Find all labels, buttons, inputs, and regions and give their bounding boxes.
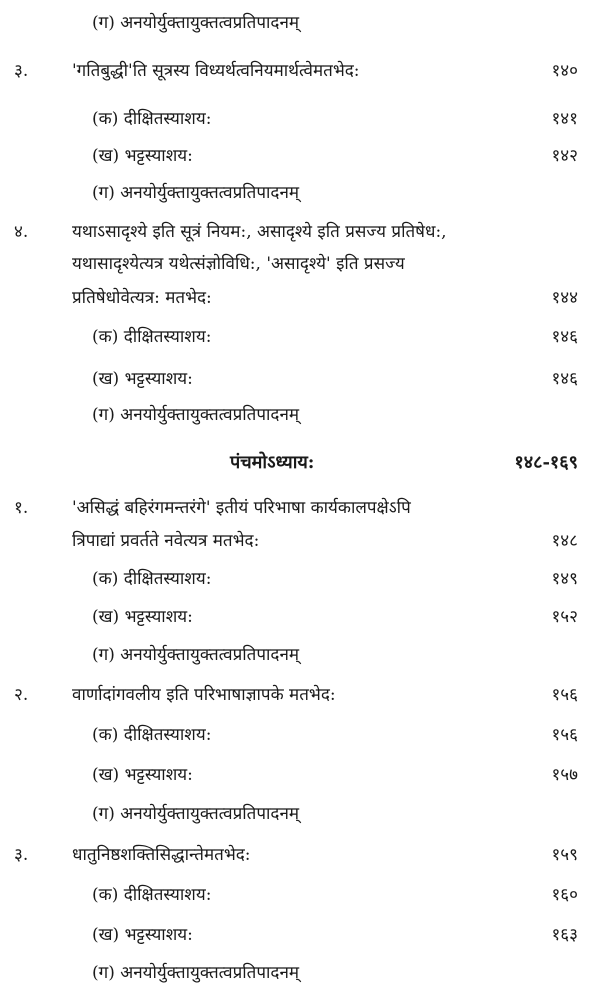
entry-text: यथासादृश्येत्यत्र यथेत्संज्ञोविधि:, 'असादृश्ये' इति प्रसज्य xyxy=(72,254,405,274)
entry-page: १५९ xyxy=(551,845,578,865)
entry-text: (क) दीक्षितस्याशय: xyxy=(92,327,212,347)
entry-text: त्रिपाद्यां प्रवर्तते नवेत्यत्र मतभेद: xyxy=(72,531,260,551)
entry-page: १४२ xyxy=(551,146,578,166)
entry-page: १४१ xyxy=(551,109,578,129)
entry-number: ३. xyxy=(14,61,29,81)
entry-text: (क) दीक्षितस्याशय: xyxy=(92,885,212,905)
entry-page: १४९ xyxy=(551,569,578,589)
entry-page: १६० xyxy=(551,885,578,905)
entry-text: (क) दीक्षितस्याशय: xyxy=(92,725,212,745)
entry-text: (ग) अनयोर्युक्तायुक्तत्वप्रतिपादनम् xyxy=(92,804,300,824)
entry-number: २. xyxy=(14,685,29,705)
entry-page: १५७ xyxy=(551,765,578,785)
entry-number: ३. xyxy=(14,845,29,865)
entry-text: 'गतिबुद्धी'ति सूत्रस्य विध्यर्थत्वनियमार्थत्वेमतभेद: xyxy=(72,61,360,81)
entry-page: १४० xyxy=(551,61,578,81)
entry-text: (ख) भट्टस्याशय: xyxy=(92,146,193,166)
entry-text: प्रतिषेधोवेत्यत्र: मतभेद: xyxy=(72,288,212,308)
entry-text: (ख) भट्टस्याशय: xyxy=(92,369,193,389)
entry-page: १४६ xyxy=(551,327,578,347)
entry-text: (ख) भट्टस्याशय: xyxy=(92,607,193,627)
entry-text: (ग) अनयोर्युक्तायुक्तत्वप्रतिपादनम् xyxy=(92,13,300,33)
entry-text: (ख) भट्टस्याशय: xyxy=(92,925,193,945)
entry-page: १५६ xyxy=(551,725,578,745)
entry-text: (क) दीक्षितस्याशय: xyxy=(92,569,212,589)
entry-text: (ग) अनयोर्युक्तायुक्तत्वप्रतिपादनम् xyxy=(92,405,300,425)
entry-page: १५२ xyxy=(551,607,578,627)
entry-text: (ग) अनयोर्युक्तायुक्तत्वप्रतिपादनम् xyxy=(92,183,300,203)
entry-text: (ख) भट्टस्याशय: xyxy=(92,765,193,785)
entry-number: १. xyxy=(14,498,29,518)
entry-page: १४४ xyxy=(551,288,578,308)
chapter-page-range: १४८-१६९ xyxy=(514,452,578,473)
entry-text: धातुनिष्ठशक्तिसिद्धान्तेमतभेद: xyxy=(72,845,251,865)
entry-page: १४८ xyxy=(551,531,578,551)
entry-text: यथाऽसादृश्ये इति सूत्रं नियम:, असादृश्ये इति प्रसज्य प्रतिषेध:, xyxy=(72,222,447,242)
entry-number: ४. xyxy=(14,222,29,242)
entry-text: (क) दीक्षितस्याशय: xyxy=(92,109,212,129)
entry-text: वार्णादांगवलीय इति परिभाषाज्ञापके मतभेद: xyxy=(72,685,336,705)
entry-text: (ग) अनयोर्युक्तायुक्तत्वप्रतिपादनम् xyxy=(92,645,300,665)
entry-page: १६३ xyxy=(551,925,578,945)
entry-text: 'असिद्धं बहिरंगमन्तरंगे' इतीयं परिभाषा कार्यकालपक्षेऽपि xyxy=(72,498,411,518)
chapter-title: पंचमोऽध्याय: xyxy=(230,452,315,473)
entry-text: (ग) अनयोर्युक्तायुक्तत्वप्रतिपादनम् xyxy=(92,963,300,983)
entry-page: १४६ xyxy=(551,369,578,389)
entry-page: १५६ xyxy=(551,685,578,705)
